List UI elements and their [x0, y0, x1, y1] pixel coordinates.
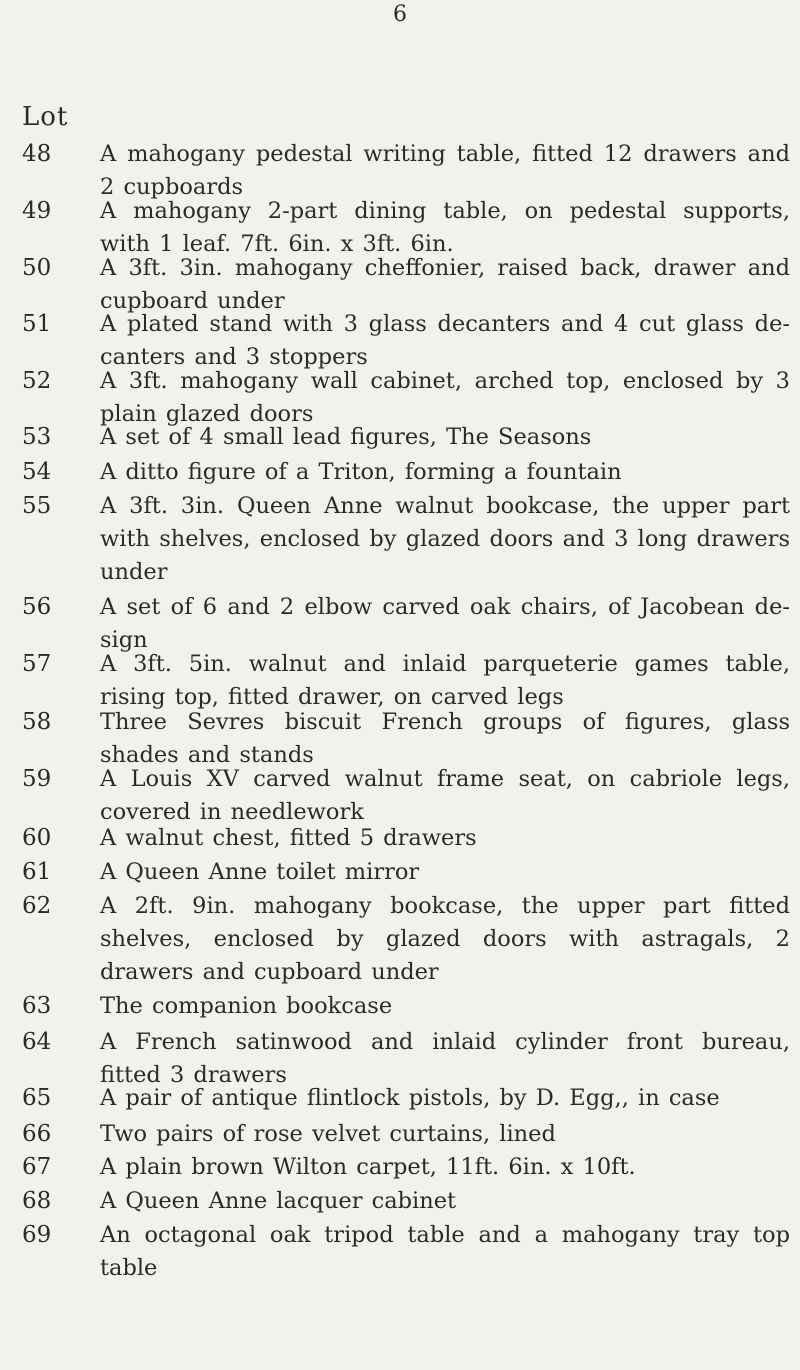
lot-number: 63	[22, 993, 52, 1019]
lot-column-heading: Lot	[22, 102, 69, 132]
lot-number: 56	[22, 594, 52, 620]
lot-description: A pair of antique flintlock pistols, by D. Egg,, in case	[100, 1085, 720, 1111]
page-number: 6	[393, 2, 407, 27]
lot-number: 52	[22, 368, 52, 394]
lot-number: 62	[22, 893, 52, 919]
lot-number: 50	[22, 255, 52, 281]
lot-number: 66	[22, 1121, 52, 1147]
lot-number: 64	[22, 1029, 52, 1055]
lot-description: A plain brown Wilton carpet, 11ft. 6in. x 10ft.	[100, 1154, 636, 1180]
lot-description: A ditto figure of a Triton, forming a fountain	[100, 459, 622, 485]
lot-description: A set of 4 small lead figures, The Seasons	[100, 424, 592, 450]
lot-description: A Queen Anne toilet mirror	[100, 859, 420, 885]
lot-number: 60	[22, 825, 52, 851]
lot-number: 48	[22, 141, 52, 167]
lot-description: A 3ft. 3in. Queen Anne walnut bookcase, the upper part with shelves, enclosed by glazed doors and 3 long drawers under	[100, 493, 790, 585]
lot-number: 67	[22, 1154, 52, 1180]
lot-description: Three Sevres biscuit French groups of figures, glass shades and stands	[100, 709, 790, 768]
lot-number: 51	[22, 311, 52, 337]
lot-description: A Queen Anne lacquer cabinet	[100, 1188, 457, 1214]
lot-number: 61	[22, 859, 52, 885]
lot-description: The companion bookcase	[100, 993, 393, 1019]
lot-description: A mahogany pedestal writing table, fitted 12 drawers and 2 cupboards	[100, 141, 790, 200]
lot-description: A mahogany 2-part dining table, on pedestal supports, with 1 leaf. 7ft. 6in. x 3ft. 6in.	[100, 198, 790, 257]
lot-number: 69	[22, 1222, 52, 1248]
lot-number: 68	[22, 1188, 52, 1214]
lot-number: 58	[22, 709, 52, 735]
lot-description: A French satinwood and inlaid cylinder front bureau, fitted 3 drawers	[100, 1029, 790, 1088]
lot-number: 55	[22, 493, 52, 519]
lot-description: Two pairs of rose velvet curtains, lined	[100, 1121, 556, 1147]
lot-description: A walnut chest, fitted 5 drawers	[100, 825, 477, 851]
lot-description: A set of 6 and 2 elbow carved oak chairs, of Jacobean de-sign	[100, 594, 790, 653]
lot-number: 49	[22, 198, 52, 224]
lot-description: A 3ft. 3in. mahogany cheffonier, raised back, drawer and cupboard under	[100, 255, 790, 314]
lot-description: A Louis XV carved walnut frame seat, on cabriole legs, covered in needlework	[100, 766, 790, 825]
lot-description: A 3ft. 5in. walnut and inlaid parqueterie games table, rising top, fitted drawer, on carved legs	[100, 651, 790, 710]
lot-description: A 3ft. mahogany wall cabinet, arched top, enclosed by 3 plain glazed doors	[100, 368, 790, 427]
lot-number: 53	[22, 424, 52, 450]
lot-number: 57	[22, 651, 52, 677]
lot-number: 65	[22, 1085, 52, 1111]
lot-description: A 2ft. 9in. mahogany bookcase, the upper part fitted shelves, enclosed by glazed doors with astragals, 2 drawers and cupboard under	[100, 893, 790, 985]
lot-number: 59	[22, 766, 52, 792]
lot-description: An octagonal oak tripod table and a mahogany tray top table	[100, 1222, 790, 1281]
lot-number: 54	[22, 459, 52, 485]
lot-description: A plated stand with 3 glass decanters and 4 cut glass de-canters and 3 stoppers	[100, 311, 790, 370]
